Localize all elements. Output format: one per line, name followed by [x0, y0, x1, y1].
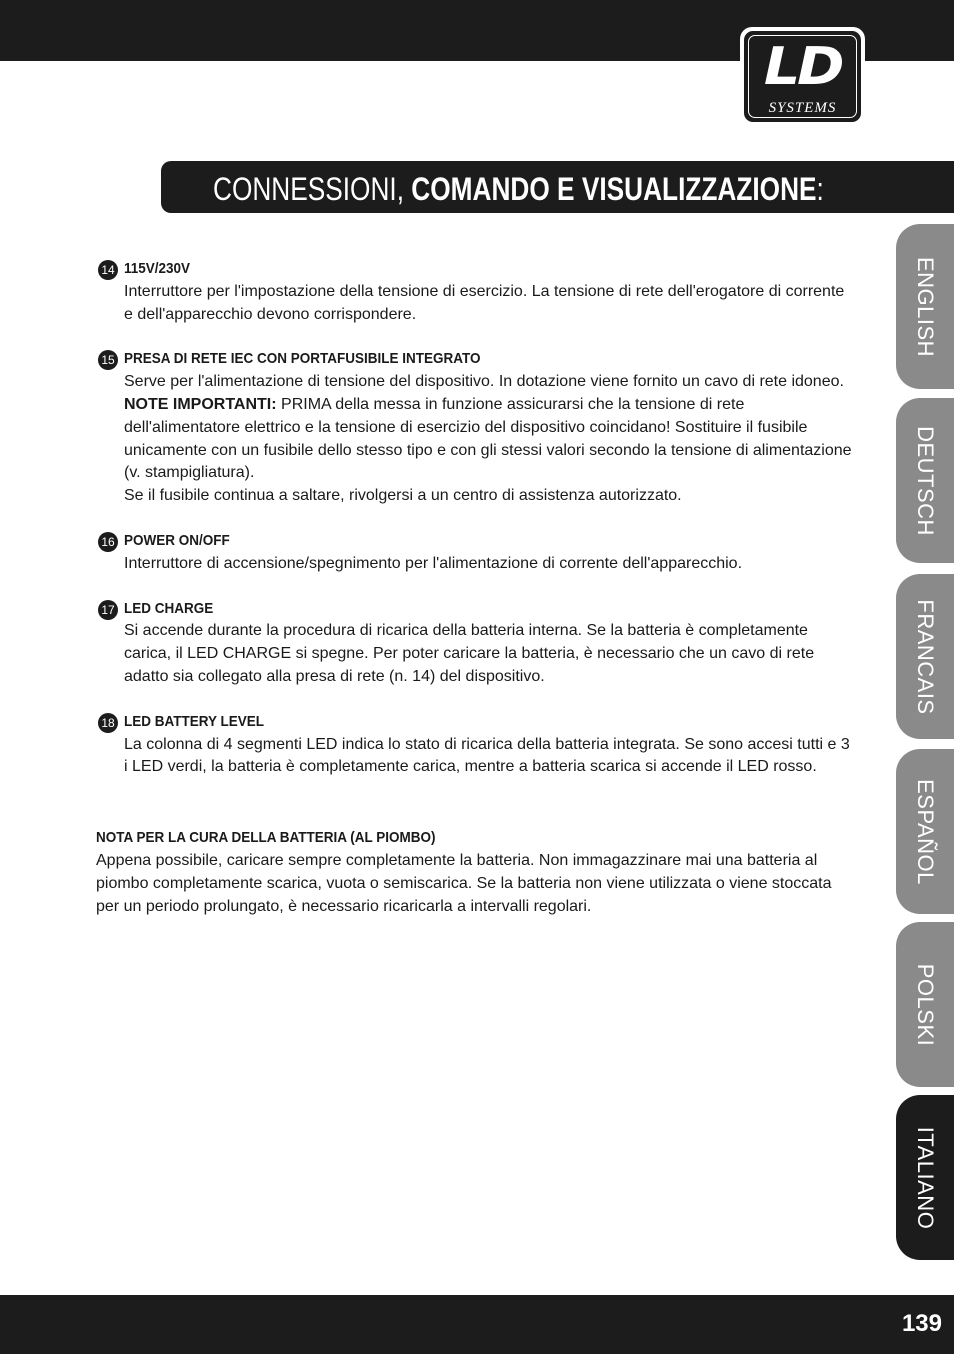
item-number-badge: 15 — [98, 350, 118, 370]
item-extra-text: Se il fusibile continua a saltare, rivolgersi a un centro di assistenza autorizzato. — [124, 487, 682, 505]
ld-systems-logo — [740, 27, 865, 126]
item-text: Si accende durante la procedura di ricarica della batteria interna. Se la batteria è completamente carica, il LED CHARGE si spegne. Per poter caricare la batteria, è necessario che un cavo di rete adatto sia collegato alla presa di rete (n. 14) del dispositivo. — [124, 622, 815, 685]
tab-francais[interactable]: FRANCAIS — [896, 574, 954, 739]
section-heading-bar — [161, 161, 954, 213]
important-note: NOTE IMPORTANTI: PRIMA della messa in funzione assicurarsi che la tensione di rete dell'alimentatore elettrico e la tensione di esercizio del dispositivo coincidano! Sostituire il fusibile unicamente con un fusibile dello stesso tipo e con gli stessi valori secondo la tensione di alimentazione (v. stampigliatura). — [124, 395, 852, 482]
tab-english[interactable]: ENGLISH — [896, 224, 954, 389]
item-title: PRESA DI RETE IEC CON PORTAFUSIBILE INTEGRATO — [124, 350, 481, 368]
page-title: CONNESSIONI, COMANDO E VISUALIZZAZIONE: — [213, 171, 824, 207]
item-number-badge: 16 — [98, 532, 118, 552]
list-item — [96, 348, 856, 508]
tab-polski[interactable]: POLSKI — [896, 922, 954, 1087]
item-text: La colonna di 4 segmenti LED indica lo stato di ricarica della batteria integrata. Se sono accesi tutti e 3 i LED verdi, la batteria è completamente carica, mentre a batteria scarica si accende il LED rosso. — [124, 735, 850, 776]
bottom-bar — [0, 1295, 954, 1354]
item-text: Interruttore per l'impostazione della tensione di esercizio. La tensione di rete dell'erogatore di corrente e dell'apparecchio devono corrispondere. — [124, 282, 845, 323]
battery-care-note — [96, 827, 856, 918]
tab-italiano[interactable]: ITALIANO — [896, 1095, 954, 1260]
item-text: Serve per l'alimentazione di tensione del dispositivo. In dotazione viene fornito un cavo di rete idoneo. — [124, 373, 844, 391]
note-text: Appena possibile, caricare sempre completamente la batteria. Non immagazzinare mai una batteria al piombo completamente scarica, vuota o semiscarica. Se la batteria non viene utilizzata o viene stoccata per un periodo prolungato, è necessario ricaricarla a intervalli regolari. — [96, 851, 832, 915]
item-title: LED CHARGE — [124, 599, 214, 617]
note-title: NOTA PER LA CURA DELLA BATTERIA (AL PIOMBO) — [96, 829, 436, 847]
important-note-label: NOTE IMPORTANTI: — [124, 395, 277, 413]
item-number-badge: 14 — [98, 260, 118, 280]
page-number: 139 — [901, 1310, 942, 1337]
item-title: POWER ON/OFF — [124, 531, 230, 549]
list-item — [96, 258, 856, 326]
item-title: 115V/230V — [124, 260, 191, 277]
list-item — [96, 530, 856, 576]
tab-deutsch[interactable]: DEUTSCH — [896, 398, 954, 563]
list-item — [96, 598, 856, 689]
item-title: LED BATTERY LEVEL — [124, 712, 265, 730]
logo-ld-text: LD — [763, 37, 842, 97]
item-number-badge: 17 — [98, 600, 118, 620]
list-item — [96, 711, 856, 779]
tab-espanol[interactable]: ESPAÑOL — [896, 749, 954, 914]
logo-systems-text: SYSTEMS — [768, 100, 837, 116]
item-number-badge: 18 — [98, 713, 118, 733]
main-content — [96, 258, 856, 918]
item-text: Interruttore di accensione/spegnimento per l'alimentazione di corrente dell'apparecchio. — [124, 554, 743, 572]
